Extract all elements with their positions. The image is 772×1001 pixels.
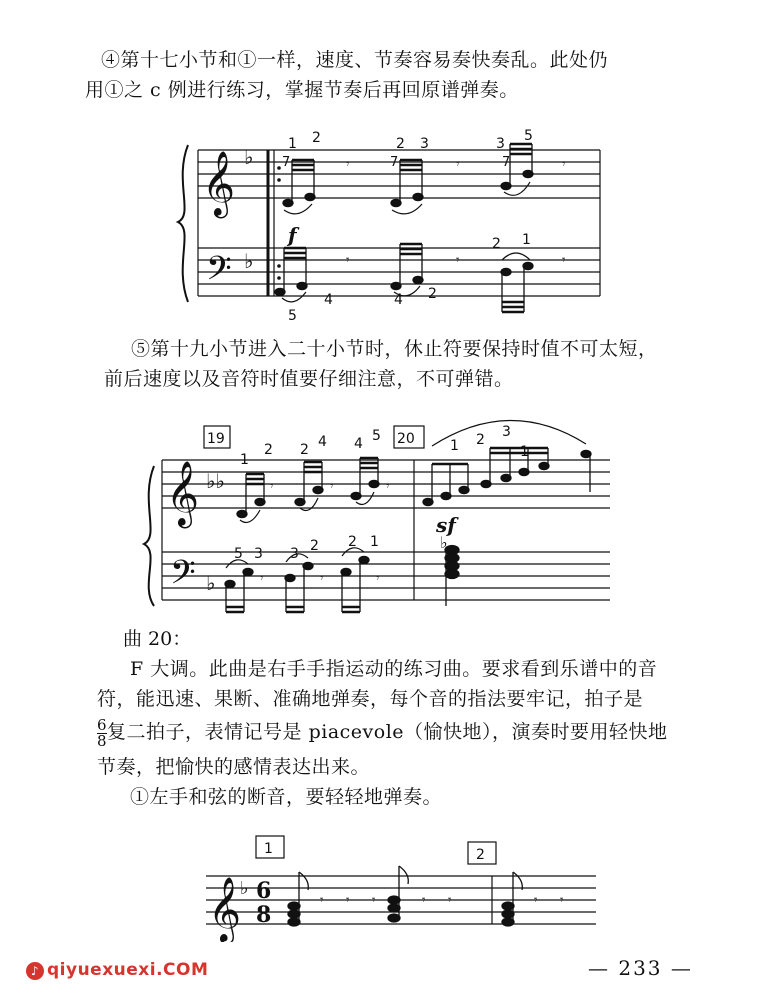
fingering: 2 (348, 534, 357, 550)
svg-text:𝄾: 𝄾 (346, 893, 350, 908)
flat-icon: ♭ (244, 249, 254, 273)
text-line: 符，能迅速、果断、准确地弹奏，每个音的指法要牢记，拍子是 (97, 688, 644, 710)
fraction-denominator: 8 (97, 731, 108, 750)
fingering: 3 (254, 546, 263, 562)
flat-icon: ♭ (206, 571, 216, 595)
fingering: 1 (522, 232, 531, 248)
fingering: 2 (264, 442, 273, 458)
time-signature-fraction (97, 715, 108, 750)
svg-text:𝄾: 𝄾 (422, 893, 426, 908)
page-number: — 233 — (588, 956, 693, 980)
flat-icon: ♭♭ (206, 469, 225, 493)
fingering: 2 (312, 130, 321, 146)
fingering: 1 (240, 452, 249, 468)
text-line: F 大调。此曲是右手手指运动的练习曲。要求看到乐谱中的音 (130, 658, 658, 680)
music-note-icon: ♪ (26, 962, 44, 980)
watermark-text: qiyuexuexi.COM (47, 960, 209, 980)
fingering: 5 (524, 128, 533, 144)
fingering: 4 (394, 292, 403, 308)
fingering: 2 (396, 136, 405, 152)
svg-text:♭: ♭ (440, 533, 448, 552)
text-line (97, 717, 668, 749)
fingering: 1 (288, 136, 297, 152)
svg-text:7: 7 (390, 155, 399, 170)
svg-text:𝄾: 𝄾 (456, 157, 460, 172)
fingering: 4 (318, 434, 327, 450)
svg-text:𝄾: 𝄾 (456, 253, 460, 268)
svg-text:𝄾: 𝄾 (560, 893, 564, 908)
fingering: 5 (234, 546, 243, 562)
treble-clef-icon: 𝄞 (166, 461, 200, 526)
fingering: 2 (300, 442, 309, 458)
paragraph-17th-measure (85, 45, 609, 105)
text-line: ①左手和弦的断音，要轻轻地弹奏。 (130, 785, 443, 808)
fingering: 3 (496, 136, 505, 152)
treble-clef-icon: 𝄞 (202, 151, 236, 216)
svg-text:𝄾: 𝄾 (448, 893, 452, 908)
svg-text:𝄾: 𝄾 (330, 479, 334, 494)
measure-number: 2 (476, 847, 485, 863)
measure-number: 20 (397, 431, 415, 447)
fraction-numerator: 6 (97, 715, 108, 734)
fingering: 2 (476, 432, 485, 448)
music-example-1 (170, 120, 620, 325)
paragraph-19th-measure (104, 334, 658, 394)
fingering: 2 (310, 538, 319, 554)
bass-clef-icon: 𝄢 (170, 554, 196, 600)
time-signature-bottom: 8 (256, 902, 272, 928)
svg-text:𝄾: 𝄾 (386, 479, 390, 494)
text-line: ⑤第十九小节进入二十小节时，休止符要保持时值不可太短， (131, 338, 658, 360)
dynamic-marking: f (288, 223, 297, 247)
svg-text:𝄾: 𝄾 (260, 571, 264, 586)
piece-title: 曲 20： (123, 628, 192, 650)
fingering: 3 (420, 136, 429, 152)
fingering: 1 (450, 438, 459, 454)
svg-text:𝄾: 𝄾 (376, 571, 380, 586)
svg-text:𝄾: 𝄾 (346, 157, 350, 172)
dynamic-marking: sf (436, 513, 456, 537)
measure-number: 1 (264, 841, 273, 857)
fingering: 5 (288, 308, 297, 324)
svg-text:𝄾: 𝄾 (562, 157, 566, 172)
paragraph-piece-20 (97, 654, 668, 812)
svg-text:7: 7 (502, 155, 511, 170)
fingering: 3 (290, 546, 299, 562)
treble-clef-icon: 𝄞 (208, 877, 242, 942)
svg-text:𝄾: 𝄾 (320, 571, 324, 586)
text-line: 前后速度以及音符时值要仔细注意，不可弹错。 (104, 368, 514, 390)
text-segment: 复二拍子，表情记号是 piacevole（愉快地），演奏时要用轻快地 (107, 721, 668, 743)
svg-text:7: 7 (282, 155, 291, 170)
svg-text:𝄾: 𝄾 (320, 893, 324, 908)
fingering: 5 (372, 428, 381, 444)
svg-text:𝄾: 𝄾 (372, 893, 376, 908)
fingering: 2 (492, 236, 501, 252)
svg-text:𝄾: 𝄾 (346, 253, 350, 268)
svg-text:𝄾: 𝄾 (534, 893, 538, 908)
flat-icon: ♭ (244, 145, 254, 169)
fingering: 1 (370, 534, 379, 550)
fingering: 2 (428, 286, 437, 302)
fingering: 3 (502, 424, 511, 440)
music-example-3 (196, 832, 606, 942)
fingering: 1 (520, 444, 529, 460)
fingering: 4 (324, 292, 333, 308)
music-example-2 (140, 416, 620, 614)
bass-clef-icon: 𝄢 (206, 250, 232, 296)
svg-text:𝄾: 𝄾 (562, 253, 566, 268)
svg-text:𝄾: 𝄾 (270, 479, 274, 494)
fingering: 4 (354, 436, 363, 452)
text-line: ④第十七小节和①一样，速度、节奏容易奏快奏乱。此处仍 (101, 49, 609, 71)
text-line: 节奏，把愉快的感情表达出来。 (97, 755, 371, 778)
site-watermark (26, 960, 208, 980)
time-signature-top: 6 (256, 878, 272, 904)
flat-icon: ♭ (240, 878, 249, 899)
measure-number: 19 (207, 431, 225, 447)
text-line: 用①之 c 例进行练习，掌握节奏后再回原谱弹奏。 (85, 79, 519, 101)
